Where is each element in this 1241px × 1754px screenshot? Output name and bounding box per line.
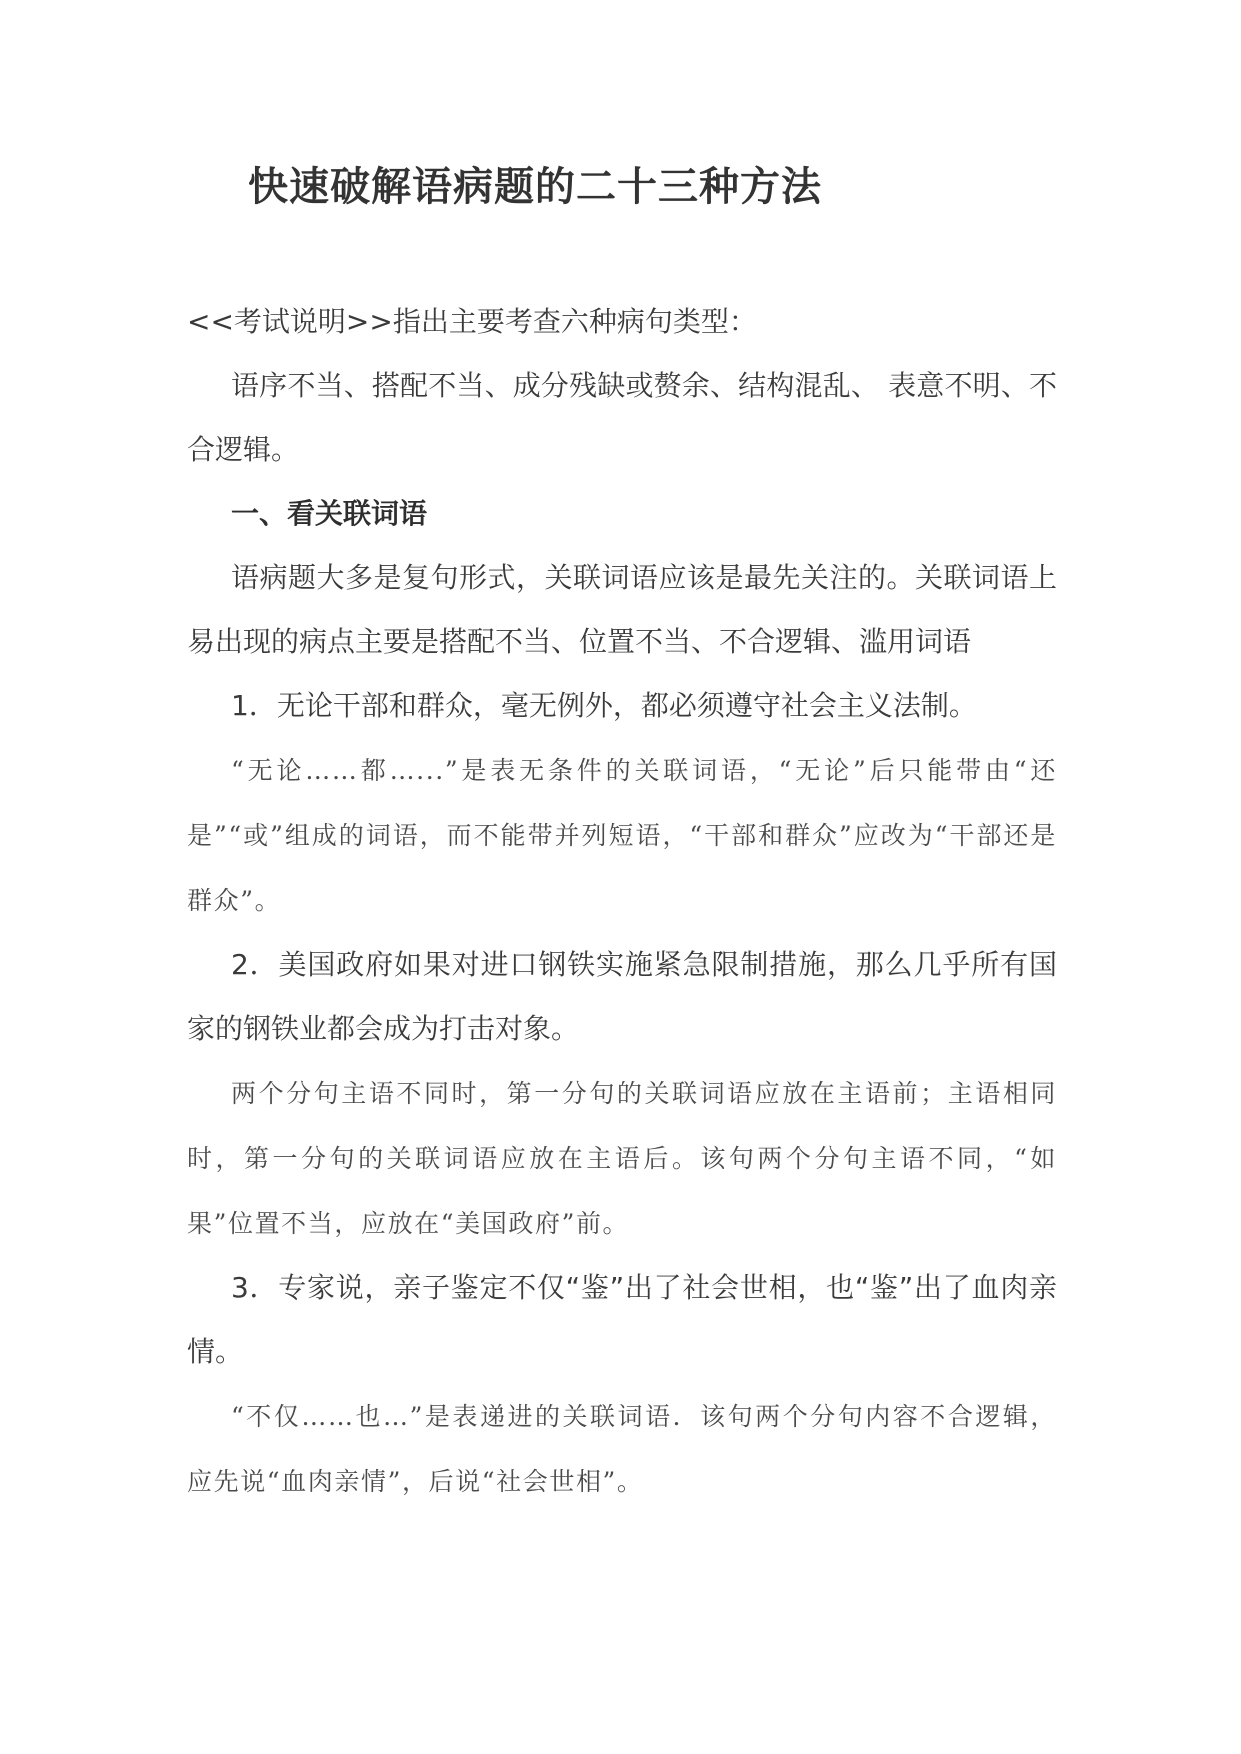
example-explanation-1: “无论……都…...”是表无条件的关联词语，“无论”后只能带由“还是”“或”组成的词语，而不能带并列短语，“干部和群众”应改为“干部还是群众”。	[187, 756, 1057, 915]
example-sentence-3: 3．专家说，亲子鉴定不仅“鉴”出了社会世相，也“鉴”出了血肉亲情。	[187, 1271, 1057, 1368]
example-sentence-1: 1．无论干部和群众，毫无例外，都必须遵守社会主义法制。	[231, 689, 977, 722]
section-description: 语病题大多是复句形式，关联词语应该是最先关注的。关联词语上易出现的病点主要是搭配不当、位置不当、不合逻辑、滥用词语	[187, 561, 1057, 658]
document-title: 快速破解语病题的二十三种方法	[248, 164, 822, 210]
example-sentence-2: 2．美国政府如果对进口钢铁实施紧急限制措施，那么几乎所有国家的钢铁业都会成为打击对象。	[187, 948, 1057, 1045]
document-body	[187, 290, 1057, 1514]
section-heading: 一、看关联词语	[231, 497, 428, 530]
example-explanation-2: 两个分句主语不同时，第一分句的关联词语应放在主语前；主语相同时，第一分句的关联词语应放在主语后。该句两个分句主语不同，“如果”位置不当，应放在“美国政府”前。	[187, 1079, 1057, 1238]
example-explanation-3: “不仅……也…”是表递进的关联词语．该句两个分句内容不合逻辑，应先说“血肉亲情”，后说“社会世相”。	[187, 1402, 1057, 1496]
intro-paragraph: <<考试说明>>指出主要考查六种病句类型：	[187, 305, 757, 338]
error-types-paragraph: 语序不当、搭配不当、成分残缺或赘余、结构混乱、 表意不明、不合逻辑。	[187, 369, 1057, 466]
